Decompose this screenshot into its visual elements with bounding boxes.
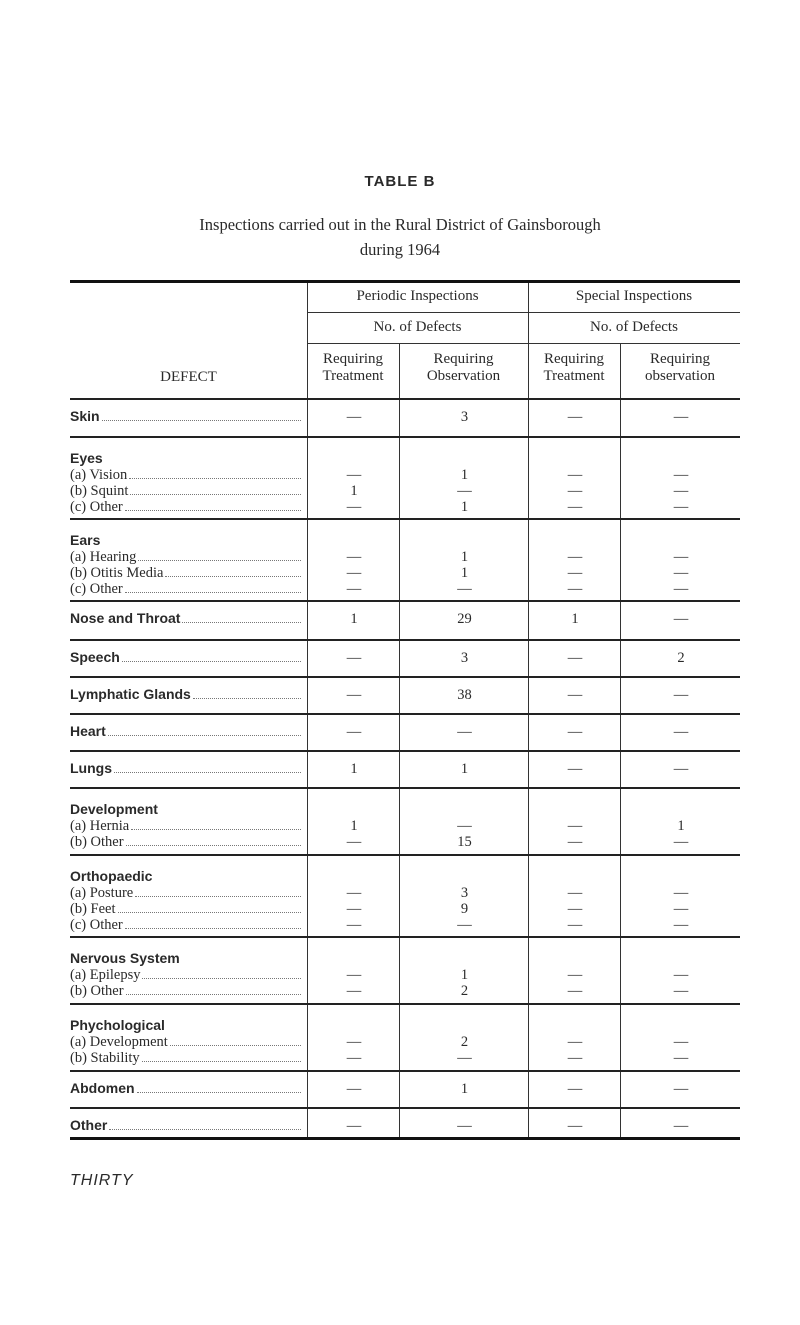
value-cell xyxy=(307,856,400,936)
defect-category-label: Orthopaedic xyxy=(70,868,153,884)
cell-value: 2 xyxy=(460,983,469,999)
cell-value: — xyxy=(346,549,362,565)
value-cell xyxy=(399,752,529,787)
defect-subitem-label: (a) Epilepsy xyxy=(70,967,141,983)
defect-category xyxy=(70,408,307,425)
cell-value: — xyxy=(673,565,689,581)
table-row xyxy=(70,1003,740,1070)
defect-cell xyxy=(70,938,307,1003)
value-cell xyxy=(399,400,529,436)
defect-category xyxy=(70,610,307,627)
cell-value: — xyxy=(673,761,689,777)
defect-subitem-label: (a) Hearing xyxy=(70,549,137,565)
leader-dots xyxy=(114,771,301,773)
cell-value: — xyxy=(457,724,472,740)
leader-dots xyxy=(126,844,301,846)
cell-value: 38 xyxy=(457,687,472,703)
cell-value: — xyxy=(673,1034,689,1050)
value-cell xyxy=(528,1109,621,1137)
cell-value: — xyxy=(346,650,362,666)
cell-value: 29 xyxy=(457,611,472,627)
cell-value: — xyxy=(673,1118,689,1134)
table-row xyxy=(70,1070,740,1107)
table-row xyxy=(70,676,740,713)
cell-value: — xyxy=(346,917,362,933)
leader-dots xyxy=(142,1060,301,1062)
value-cell xyxy=(620,789,741,854)
cell-value: — xyxy=(673,499,689,515)
leader-dots xyxy=(138,559,301,561)
table-row xyxy=(70,639,740,676)
cell-value: — xyxy=(567,983,583,999)
cell-value: 1 xyxy=(350,818,358,834)
cell-value: — xyxy=(673,885,689,901)
leader-dots xyxy=(125,509,301,511)
cell-value: — xyxy=(567,650,583,666)
value-cell xyxy=(307,400,400,436)
value-cell xyxy=(620,641,741,676)
cell-value: — xyxy=(567,1034,583,1050)
defect-subitem-label: (a) Hernia xyxy=(70,818,130,834)
cell-value: — xyxy=(346,834,362,850)
value-cell xyxy=(399,641,529,676)
leader-dots xyxy=(125,927,301,929)
defect-category xyxy=(70,760,307,777)
defect-subitem xyxy=(70,917,307,933)
cell-value: — xyxy=(567,581,583,597)
leader-dots xyxy=(125,591,301,593)
cell-value: 1 xyxy=(460,549,469,565)
cell-value: — xyxy=(346,1034,362,1050)
value-cell xyxy=(620,1005,741,1070)
value-cell xyxy=(399,789,529,854)
value-cell xyxy=(528,856,621,936)
value-cell xyxy=(307,752,400,787)
header-special: Special Inspections xyxy=(575,288,693,304)
defect-category-label: Development xyxy=(70,801,158,817)
value-cell xyxy=(528,438,621,518)
defect-category-label: Nervous System xyxy=(70,950,180,966)
cell-value: — xyxy=(673,581,689,597)
cell-value: — xyxy=(673,467,689,483)
cell-value: — xyxy=(457,1118,472,1134)
cell-value: — xyxy=(567,1081,583,1097)
defect-subitem xyxy=(70,581,307,597)
cell-value: — xyxy=(567,818,583,834)
defect-category-label: Lungs xyxy=(70,760,112,776)
leader-dots xyxy=(108,734,301,736)
value-cell xyxy=(399,938,529,1003)
cell-value: — xyxy=(567,1050,583,1066)
leader-dots xyxy=(182,621,301,623)
cell-value: — xyxy=(567,483,583,499)
defect-subitem xyxy=(70,983,307,999)
leader-dots xyxy=(142,977,301,979)
cell-value: — xyxy=(673,611,689,627)
value-cell xyxy=(528,715,621,750)
header-periodic: Periodic Inspections xyxy=(356,288,479,304)
defect-cell xyxy=(70,602,307,639)
cell-value: 2 xyxy=(677,650,685,666)
cell-value: 1 xyxy=(460,1081,469,1097)
leader-dots xyxy=(102,419,301,421)
defect-category xyxy=(70,801,307,818)
defect-category-label: Skin xyxy=(70,408,100,424)
value-cell xyxy=(620,715,741,750)
defect-category xyxy=(70,1017,307,1034)
value-cell xyxy=(620,602,741,639)
defect-subitem xyxy=(70,901,307,917)
cell-value: — xyxy=(567,687,583,703)
leader-dots xyxy=(170,1044,301,1046)
cell-value: — xyxy=(346,1118,362,1134)
cell-value: — xyxy=(673,483,689,499)
cell-value: — xyxy=(567,724,583,740)
value-cell xyxy=(399,1072,529,1107)
cell-value: — xyxy=(457,917,472,933)
value-cell xyxy=(399,438,529,518)
value-cell xyxy=(620,1072,741,1107)
cell-value: 1 xyxy=(460,467,469,483)
value-cell xyxy=(620,856,741,936)
defect-category-label: Speech xyxy=(70,649,120,665)
table-row xyxy=(70,713,740,750)
subtitle-line-2: during 1964 xyxy=(359,240,441,259)
defect-subitem-label: (b) Feet xyxy=(70,901,116,917)
leader-dots xyxy=(129,477,301,479)
table-row xyxy=(70,600,740,639)
value-cell xyxy=(399,1109,529,1137)
value-cell xyxy=(307,789,400,854)
cell-value: 1 xyxy=(350,611,358,627)
defect-category xyxy=(70,1080,307,1097)
cell-value: — xyxy=(673,549,689,565)
defect-subitem-label: (b) Otitis Media xyxy=(70,565,164,581)
page-footer: THIRTY xyxy=(70,1172,134,1189)
leader-dots xyxy=(109,1128,301,1130)
cell-value: 3 xyxy=(460,409,469,425)
value-cell xyxy=(307,641,400,676)
cell-value: — xyxy=(346,409,362,425)
defect-category xyxy=(70,1117,307,1134)
defect-subitem-label: (a) Posture xyxy=(70,885,134,901)
defect-subitem-label: (b) Other xyxy=(70,834,124,850)
defect-subitem xyxy=(70,818,307,834)
defect-category-label: Ears xyxy=(70,532,101,548)
value-cell xyxy=(307,1109,400,1137)
cell-value: — xyxy=(567,901,583,917)
value-cell xyxy=(307,678,400,713)
header-special-no-of-defects: No. of Defects xyxy=(590,319,678,335)
cell-value: — xyxy=(346,901,362,917)
defect-cell xyxy=(70,641,307,676)
value-cell xyxy=(620,938,741,1003)
defect-cell xyxy=(70,678,307,713)
cell-value: — xyxy=(346,565,362,581)
cell-value: — xyxy=(673,967,689,983)
cell-value: 3 xyxy=(460,650,469,666)
defect-subitem xyxy=(70,885,307,901)
cell-value: 1 xyxy=(571,611,579,627)
defect-category-label: Eyes xyxy=(70,450,103,466)
leader-dots xyxy=(131,828,301,830)
cell-value: — xyxy=(567,967,583,983)
defect-category-label: Phychological xyxy=(70,1017,165,1033)
cell-value: 1 xyxy=(460,761,469,777)
defect-category xyxy=(70,649,307,666)
table-title: TABLE B xyxy=(364,173,436,190)
cell-value: 1 xyxy=(677,818,685,834)
cell-value: — xyxy=(457,483,472,499)
value-cell xyxy=(399,520,529,600)
value-cell xyxy=(528,520,621,600)
leader-dots xyxy=(137,1091,301,1093)
defect-category xyxy=(70,868,307,885)
cell-value: — xyxy=(673,917,689,933)
defect-subitem xyxy=(70,967,307,983)
table-header xyxy=(70,283,740,398)
cell-value: — xyxy=(567,499,583,515)
defect-subitem-label: (c) Other xyxy=(70,917,123,933)
defect-subitem xyxy=(70,1034,307,1050)
cell-value: — xyxy=(346,983,362,999)
defect-category xyxy=(70,686,307,703)
header-col-special-treatment: Requiring Treatment xyxy=(543,351,605,384)
cell-value: — xyxy=(567,467,583,483)
value-cell xyxy=(528,752,621,787)
leader-dots xyxy=(118,911,302,913)
value-cell xyxy=(620,1109,741,1137)
defect-category xyxy=(70,532,307,549)
cell-value: — xyxy=(567,885,583,901)
defect-category xyxy=(70,723,307,740)
cell-value: — xyxy=(673,409,689,425)
value-cell xyxy=(528,938,621,1003)
cell-value: 1 xyxy=(350,483,358,499)
defect-subitem-label: (b) Stability xyxy=(70,1050,140,1066)
cell-value: — xyxy=(567,1118,583,1134)
defect-category xyxy=(70,950,307,967)
value-cell xyxy=(620,520,741,600)
cell-value: 1 xyxy=(460,967,469,983)
defect-category-label: Abdomen xyxy=(70,1080,135,1096)
table-row xyxy=(70,936,740,1003)
value-cell xyxy=(307,938,400,1003)
cell-value: — xyxy=(673,901,689,917)
cell-value: — xyxy=(346,967,362,983)
cell-value: — xyxy=(346,1081,362,1097)
defect-subitem-label: (b) Other xyxy=(70,983,124,999)
defect-subitem xyxy=(70,834,307,850)
defect-subitem xyxy=(70,1050,307,1066)
table-row xyxy=(70,1107,740,1137)
table-row xyxy=(70,750,740,787)
cell-value: 1 xyxy=(350,761,358,777)
value-cell xyxy=(620,438,741,518)
header-col-periodic-treatment: Requiring Treatment xyxy=(322,351,384,384)
cell-value: — xyxy=(346,724,362,740)
defect-category-label: Other xyxy=(70,1117,108,1133)
value-cell xyxy=(528,602,621,639)
value-cell xyxy=(307,520,400,600)
defect-cell xyxy=(70,715,307,750)
inspections-table xyxy=(70,280,740,1140)
table-row xyxy=(70,436,740,518)
value-cell xyxy=(528,678,621,713)
header-col-periodic-observation: Requiring Observation xyxy=(426,351,501,384)
defect-subitem xyxy=(70,467,307,483)
defect-subitem xyxy=(70,499,307,515)
value-cell xyxy=(620,678,741,713)
value-cell xyxy=(528,641,621,676)
cell-value: — xyxy=(346,885,362,901)
cell-value: 15 xyxy=(457,834,472,850)
value-cell xyxy=(399,602,529,639)
defect-subitem-label: (a) Vision xyxy=(70,467,128,483)
value-cell xyxy=(528,400,621,436)
defect-cell xyxy=(70,1072,307,1107)
value-cell xyxy=(307,602,400,639)
defect-subitem-label: (a) Development xyxy=(70,1034,168,1050)
defect-cell xyxy=(70,789,307,854)
cell-value: — xyxy=(567,565,583,581)
cell-value: — xyxy=(673,1050,689,1066)
table-row xyxy=(70,787,740,854)
subtitle-line-1: Inspections carried out in the Rural District of Gainsborough xyxy=(199,215,601,234)
defect-category-label: Lymphatic Glands xyxy=(70,686,191,702)
header-periodic-no-of-defects: No. of Defects xyxy=(373,319,462,335)
defect-category-label: Nose and Throat xyxy=(70,610,181,626)
cell-value: 3 xyxy=(460,885,469,901)
value-cell xyxy=(307,438,400,518)
cell-value: — xyxy=(457,1050,472,1066)
cell-value: — xyxy=(567,834,583,850)
cell-value: — xyxy=(457,581,472,597)
cell-value: — xyxy=(673,1081,689,1097)
value-cell xyxy=(399,715,529,750)
table-row xyxy=(70,398,740,436)
defect-subitem xyxy=(70,565,307,581)
cell-value: — xyxy=(457,818,472,834)
value-cell xyxy=(620,752,741,787)
defect-cell xyxy=(70,1005,307,1070)
table-row xyxy=(70,854,740,936)
defect-subitem-label: (c) Other xyxy=(70,499,123,515)
defect-subitem xyxy=(70,483,307,499)
leader-dots xyxy=(122,660,301,662)
value-cell xyxy=(307,1005,400,1070)
cell-value: 9 xyxy=(460,901,469,917)
value-cell xyxy=(399,856,529,936)
cell-value: 1 xyxy=(460,565,469,581)
cell-value: — xyxy=(346,467,362,483)
cell-value: — xyxy=(673,687,689,703)
cell-value: — xyxy=(346,687,362,703)
cell-value: 1 xyxy=(460,499,469,515)
value-cell xyxy=(399,1005,529,1070)
cell-value: — xyxy=(346,499,362,515)
defect-cell xyxy=(70,438,307,518)
value-cell xyxy=(307,1072,400,1107)
cell-value: — xyxy=(673,834,689,850)
leader-dots xyxy=(135,895,301,897)
defect-cell xyxy=(70,400,307,436)
defect-cell xyxy=(70,752,307,787)
cell-value: — xyxy=(567,549,583,565)
table-row xyxy=(70,518,740,600)
value-cell xyxy=(307,715,400,750)
leader-dots xyxy=(126,993,301,995)
defect-cell xyxy=(70,856,307,936)
cell-value: — xyxy=(346,581,362,597)
defect-cell xyxy=(70,1109,307,1137)
header-defect: DEFECT xyxy=(160,369,217,385)
leader-dots xyxy=(193,697,301,699)
value-cell xyxy=(620,400,741,436)
cell-value: — xyxy=(673,724,689,740)
cell-value: — xyxy=(567,409,583,425)
defect-category xyxy=(70,450,307,467)
value-cell xyxy=(399,678,529,713)
cell-value: — xyxy=(673,983,689,999)
cell-value: — xyxy=(567,761,583,777)
defect-category-label: Heart xyxy=(70,723,106,739)
defect-cell xyxy=(70,520,307,600)
leader-dots xyxy=(165,575,301,577)
leader-dots xyxy=(130,493,301,495)
defect-subitem-label: (c) Other xyxy=(70,581,123,597)
cell-value: — xyxy=(346,1050,362,1066)
value-cell xyxy=(528,1072,621,1107)
defect-subitem-label: (b) Squint xyxy=(70,483,129,499)
cell-value: — xyxy=(567,917,583,933)
header-col-special-observation: Requiring observation xyxy=(645,351,715,384)
table-body xyxy=(70,398,740,1137)
cell-value: 2 xyxy=(460,1034,469,1050)
value-cell xyxy=(528,1005,621,1070)
value-cell xyxy=(528,789,621,854)
defect-subitem xyxy=(70,549,307,565)
